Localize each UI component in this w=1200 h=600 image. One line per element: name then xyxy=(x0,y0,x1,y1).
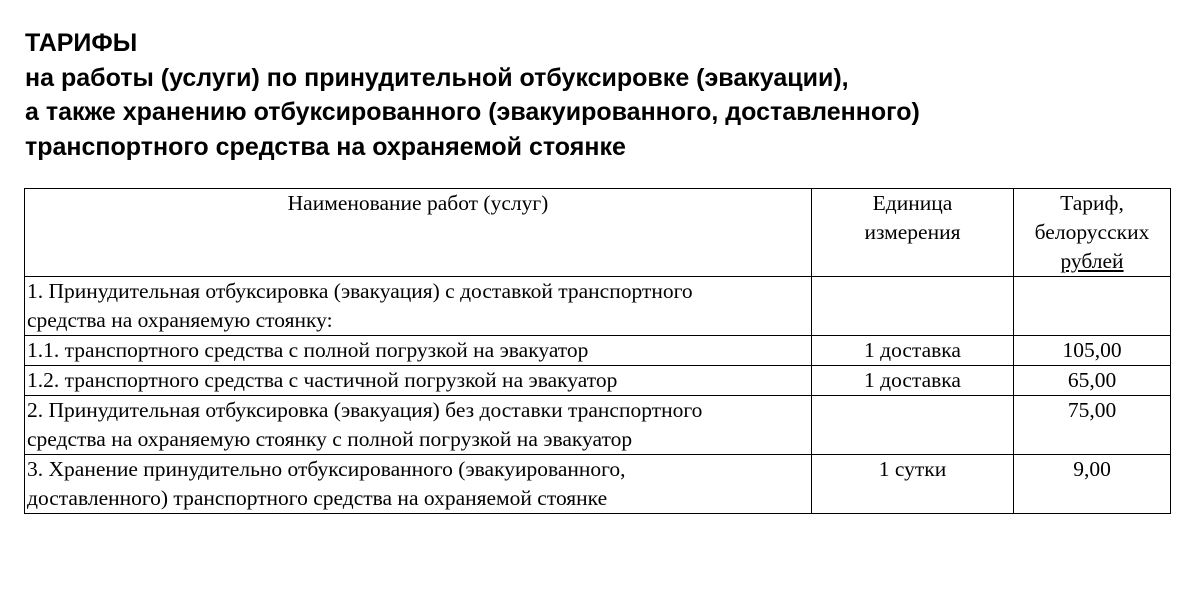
table-row xyxy=(25,366,1171,396)
row-1-rate xyxy=(1014,277,1171,336)
row-3-unit: 1 сутки xyxy=(812,455,1014,514)
row-1-1-service: 1.1. транспортного средства с полной погрузкой на эвакуатор xyxy=(25,336,812,366)
row-2-rate: 75,00 xyxy=(1014,396,1171,455)
table-row xyxy=(25,336,1171,366)
row-2-service-line-2: средства на охраняемую стоянку с полной погрузкой на эвакуатор xyxy=(27,427,633,451)
header-unit xyxy=(812,189,1014,277)
document-title xyxy=(25,26,1175,164)
title-line-3: а также хранению отбуксированного (эвакуированного, доставленного) xyxy=(25,98,920,126)
title-line-4: транспортного средства на охраняемой стоянке xyxy=(25,132,626,161)
header-rate xyxy=(1014,189,1171,277)
title-line-2: на работы (услуги) по принудительной отбуксировке (эвакуации), xyxy=(25,63,849,92)
row-3-service-line-1: 3. Хранение принудительно отбуксированного (эвакуированного, xyxy=(27,457,626,481)
row-3-rate: 9,00 xyxy=(1014,455,1171,514)
row-1-2-rate: 65,00 xyxy=(1014,366,1171,396)
header-rate-line-1: Тариф, xyxy=(1060,191,1124,215)
row-1-1-unit: 1 доставка xyxy=(812,336,1014,366)
row-1-1-rate: 105,00 xyxy=(1014,336,1171,366)
row-3-service-line-2: доставленного) транспортного средства на охраняемой стоянке xyxy=(27,486,608,510)
row-1-service xyxy=(25,277,812,336)
row-1-service-line-1: 1. Принудительная отбуксировка (эвакуация) с доставкой транспортного xyxy=(27,279,693,303)
row-3-service xyxy=(25,455,812,514)
table-header-row xyxy=(25,189,1171,277)
table-row xyxy=(25,396,1171,455)
table-row xyxy=(25,455,1171,514)
row-1-service-line-2: средства на охраняемую стоянку: xyxy=(27,308,333,332)
row-2-service-line-1: 2. Принудительная отбуксировка (эвакуация) без доставки транспортного xyxy=(27,398,703,422)
row-2-service xyxy=(25,396,812,455)
row-1-2-service: 1.2. транспортного средства с частичной погрузкой на эвакуатор xyxy=(25,366,812,396)
header-unit-line-2: измерения xyxy=(864,220,961,244)
title-line-1: ТАРИФЫ xyxy=(25,29,138,57)
table-row xyxy=(25,277,1171,336)
row-2-unit xyxy=(812,396,1014,455)
header-service-name: Наименование работ (услуг) xyxy=(25,189,812,277)
header-unit-line-1: Единица xyxy=(872,191,953,215)
tariff-table xyxy=(24,188,1171,514)
row-1-unit xyxy=(812,277,1014,336)
header-rate-line-3: рублей xyxy=(1060,249,1124,273)
row-1-2-unit: 1 доставка xyxy=(812,366,1014,396)
header-rate-line-2: белорусских xyxy=(1034,220,1150,244)
